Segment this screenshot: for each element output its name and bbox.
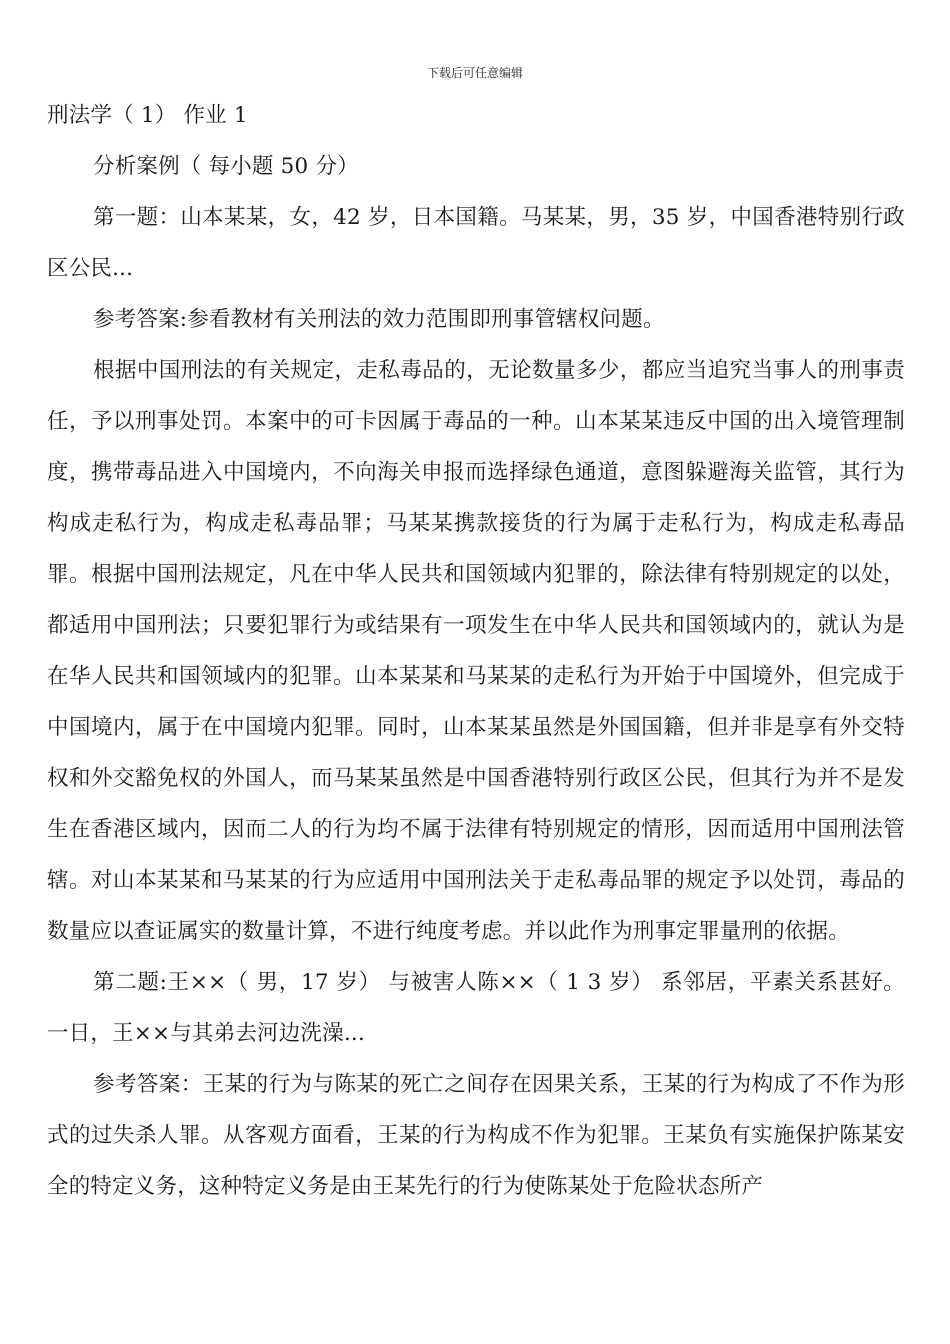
question-1-prompt: 第一题：山本某某，女，42 岁，日本国籍。马某某，男，35 岁，中国香港特别行政区公民... xyxy=(47,205,905,281)
document-title: 刑法学（ 1） 作业 1 xyxy=(47,103,248,128)
question-1-answer: 根据中国刑法的有关规定，走私毒品的，无论数量多少，都应当追究当事人的刑事责任，予以刑事处罚。本案中的可卡因属于毒品的一种。山本某某违反中国的出入境管理制度，携带毒品进入中国境内，不向海关申报而选择绿色通道，意图躲避海关监管，其行为构成走私行为，构成走私毒品罪；马某某携款接货的行为属于走私行为，构成走私毒品罪。根据中国刑法规定，凡在中华人民共和国领域内犯罪的，除法律有特别规定的以处，都适用中国刑法；只要犯罪行为或结果有一项发生在中华人民共和国领域内的，就认为是在华人民共和国领域内的犯罪。山本某某和马某某的走私行为开始于中国境外，但完成于中国境内，属于在中国境内犯罪。同时，山本某某虽然是外国国籍，但并非是享有外交特权和外交豁免权的外国人，而马某某虽然是中国香港特别行政区公民，但其行为并不是发生在香港区域内，因而二人的行为均不属于法律有特别规定的情形，因而适用中国刑法管辖。对山本某某和马某某的行为应适用中国刑法关于走私毒品罪的规定予以处罚，毒品的数量应以查证属实的数量计算，不进行纯度考虑。并以此作为刑事定罪量刑的依据。 xyxy=(47,358,905,944)
document-body xyxy=(47,90,905,1212)
question-2-prompt: 第二题:王××（ 男，17 岁） 与被害人陈××（ 1 3 岁） 系邻居，平素关系甚好。一日，王××与其弟去河边洗澡... xyxy=(47,970,905,1046)
section-heading: 分析案例（ 每小题 50 分） xyxy=(93,154,359,179)
question-2-answer: 参考答案：王某的行为与陈某的死亡之间存在因果关系，王某的行为构成了不作为形式的过失杀人罪。从客观方面看，王某的行为构成不作为犯罪。王某负有实施保护陈某安全的特定义务，这种特定义务是由王某先行的行为使陈某处于危险状态所产 xyxy=(47,1072,905,1199)
header-note: 下载后可任意编辑 xyxy=(426,66,523,80)
question-1-reference: 参考答案:参看教材有关刑法的效力范围即刑事管辖权问题。 xyxy=(93,307,665,332)
